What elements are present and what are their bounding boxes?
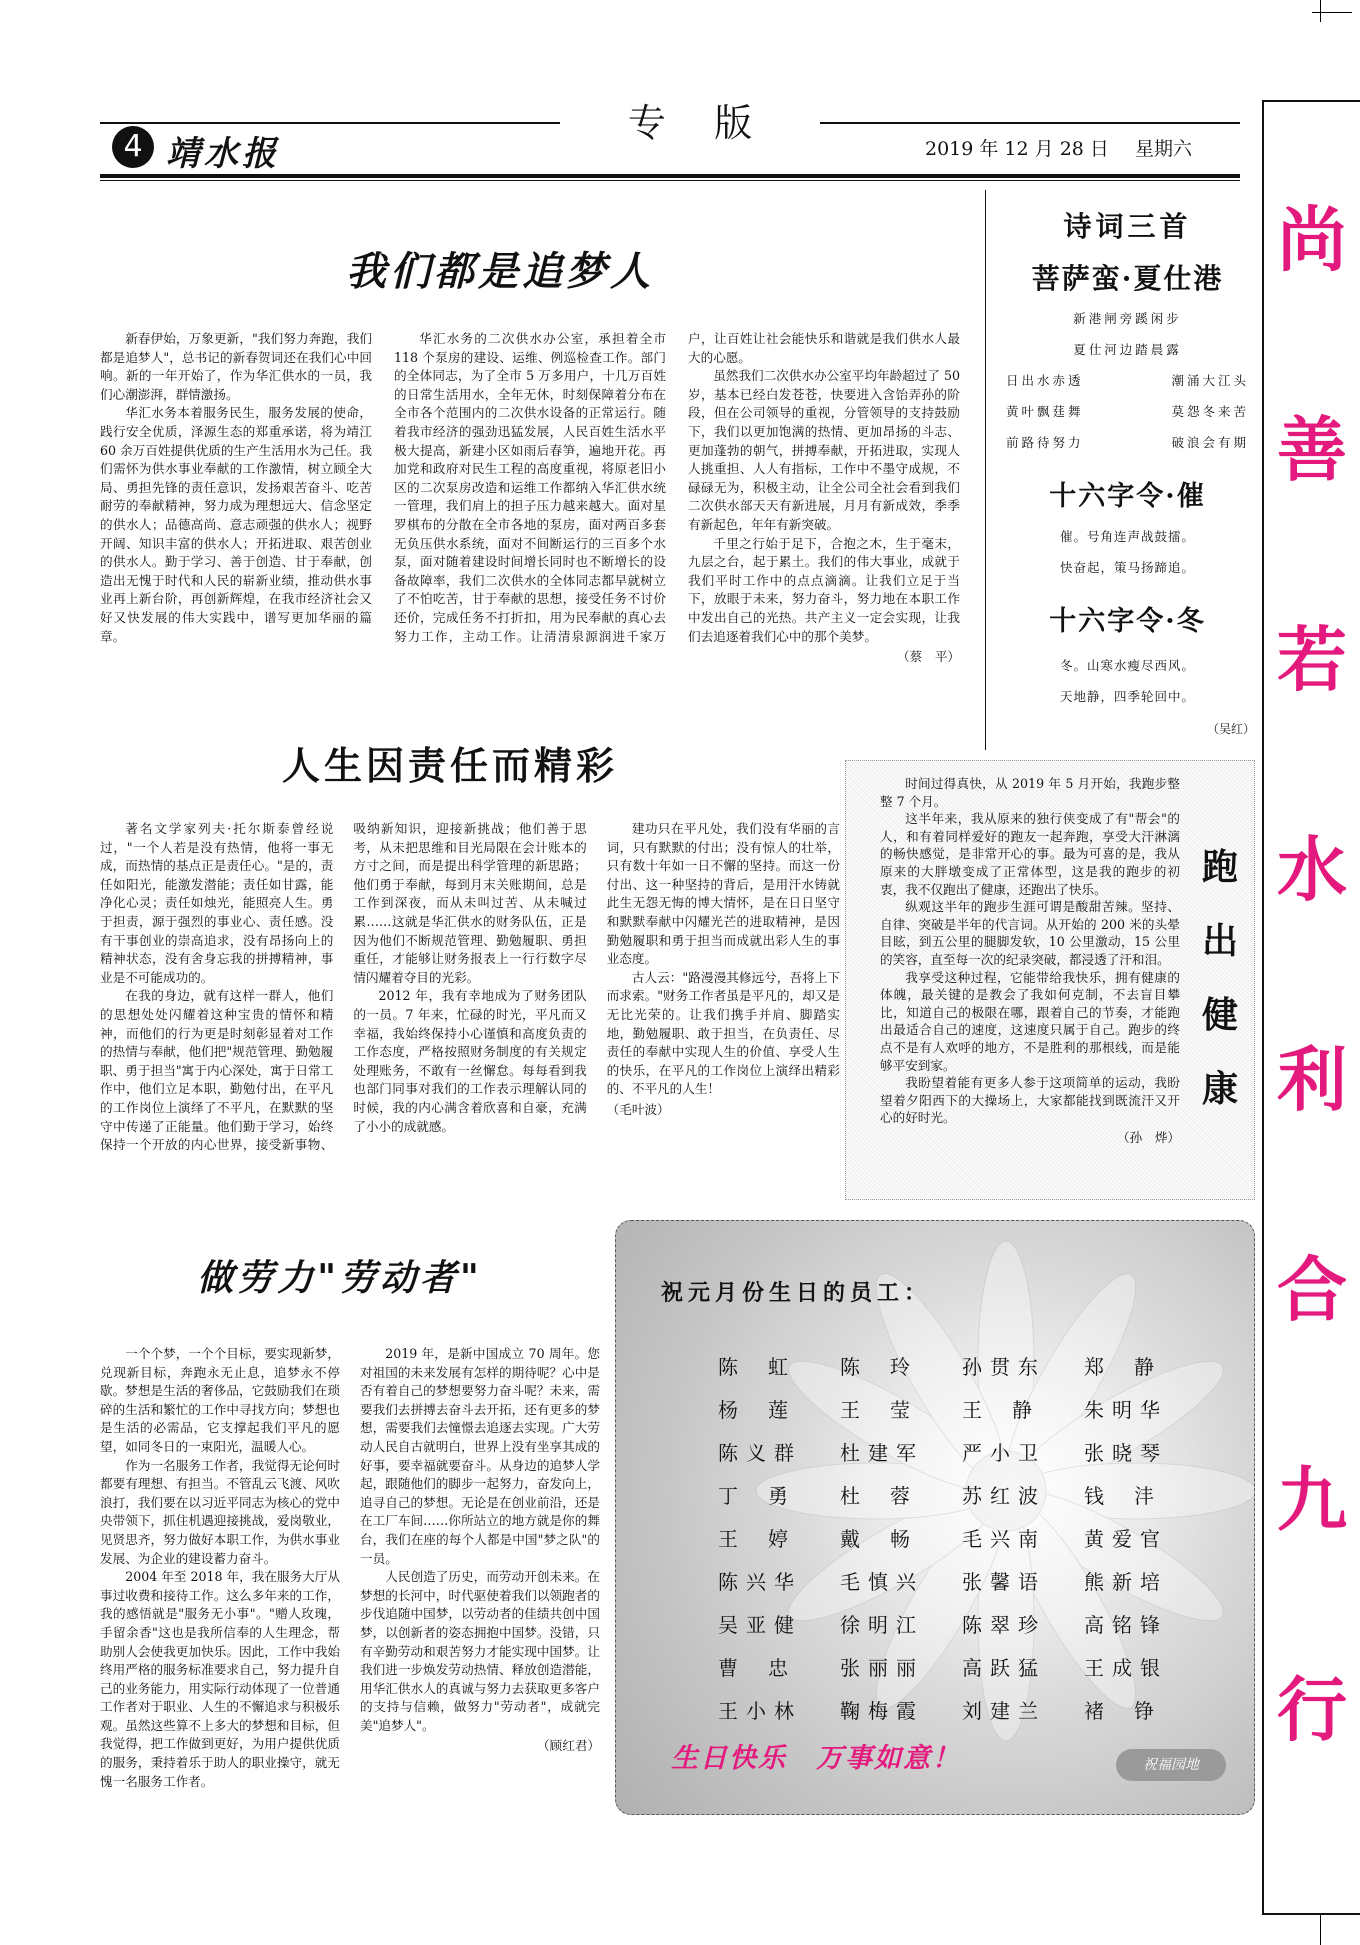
banner-char: 利 — [1277, 1039, 1347, 1121]
birthday-name: 鞠梅霞 — [840, 1699, 924, 1723]
birthday-name: 熊新培 — [1084, 1570, 1168, 1594]
birthday-name: 黄爱官 — [1084, 1527, 1168, 1551]
birthday-name: 陈虹 — [718, 1355, 818, 1379]
birthday-name: 毛兴南 — [962, 1527, 1046, 1551]
birthday-tag: 祝福园地 — [1116, 1749, 1226, 1781]
article4-paragraph: 2019 年，是新中国成立 70 周年。您对祖国的未来发展有怎样的期待呢？心中是否有着自己的梦想要努力奋斗呢？未来，需要我们去拼搏去奋斗去开拓，还有更多的梦想，需要我们去憧憬去追逐去实现。广大劳动人民自古就明白，世界上没有坐享其成的好事，要幸福就要奋斗。从身边的追梦人学起，跟随他们的脚步一起努力，奋发向上，追寻自己的梦想。无论是在创业前沿，还是在工厂车间……你所站立的地方就是你的舞台，我们在座的每个人都是中国"梦之队"的一员。 — [360, 1346, 600, 1566]
poem-line: 新港闸旁蹊闲步 — [1073, 311, 1182, 326]
article4-paragraph: 作为一名服务工作者，我觉得无论何时都要有理想、有担当。不管乱云飞渡、风吹浪打，我们要在以习近平同志为核心的党中央带领下，抓住机遇迎接挑战，爱岗敬业，见贤思齐，努力做好本职工作，为供水事业发展、为企业的建设蓄力奋斗。 — [100, 1457, 340, 1566]
article1-title: 我们都是追梦人 — [346, 248, 654, 295]
article2-paragraph: 古人云："路漫漫其修远兮，吾将上下而求索。"财务工作者虽是平凡的，却又是无比光荣的。让我们携手并肩、脚踏实地，勤勉履职、敢于担当，在负责任、尽责任的奉献中实现人生的价值、享受人生的快乐，在平凡的工作岗位上演绎出精彩的、不平凡的人生！ — [606, 969, 840, 1097]
poems-author: （吴红） — [1206, 722, 1255, 736]
article3-paragraph: 我盼望着能有更多人参于这项简单的运动，我盼望着夕阳西下的大操场上，大家都能找到既流汗又开心的好时光。 — [880, 1075, 1180, 1126]
poem-line: 日出水赤透 — [1006, 373, 1084, 388]
article1-author: （蔡 平） — [897, 649, 960, 665]
poem-line: 夏仕河边踏晨露 — [1073, 342, 1182, 357]
birthday-name: 王静 — [962, 1398, 1062, 1422]
header-rule — [820, 122, 1240, 124]
birthday-name: 吴亚健 — [718, 1613, 802, 1637]
poem-line: 催。号角连声战鼓擂。 — [1059, 529, 1195, 544]
article3-paragraph: 纵观这半年的跑步生涯可谓是酸甜苦辣。坚持、自律、突破是半年的代言词。从开始的 200 米的头晕目眩，到五公里的腿脚发软，10 公里激动，15 公里的笑容，直至每一次的纪录突破，都浸透了汗和泪。 — [880, 899, 1180, 967]
article2-title: 人生因责任而精彩 — [281, 743, 618, 788]
banner-char: 善 — [1277, 409, 1347, 491]
article2-paragraph: 建功只在平凡处，我们没有华丽的言词，只有默默的付出；没有惊人的壮举，只有数十年如一日不懈的坚持。而这一份付出、这一种坚持的背后，是用汗水铸就此生无怨无悔的博大情怀，是在日日坚守和默默奉献中闪耀光芒的进取精神，是因勤勉履职和勇于担当而成就出彩人生的事业态度。 — [606, 821, 840, 967]
page-number-badge: 4 — [112, 126, 154, 168]
article3-paragraph: 时间过得真快，从 2019 年 5 月开始，我跑步整整 7 个月。 — [880, 776, 1180, 809]
article1-paragraph: 华汇水务本着服务民生，服务发展的使命，践行安全优质，泽源生态的郑重承诺，将为靖江 60 余万百姓提供优质的生产生活用水为己任。我们需怀为供水事业奉献的工作激情，树立顾全大局、勇担先锋的责任意识，发扬艰苦奋斗、吃苦耐劳的奉献精神，努力成为理想远大、信念坚定的供水人；品德高尚、意志顽强的供水人；视野开阔、知识丰富的供水人；开拓进取、艰苦创业的供水人。勤于学习、善于创造、甘于奉献，创造出无愧于时代和人民的崭新业绩，推动供水事业再上新台阶，再创新辉煌，在我市经济社会又好又快发展的伟大实践中，谱写更加华丽的篇章。 — [100, 405, 372, 644]
banner-char: 若 — [1277, 619, 1347, 701]
article2-paragraph: 2012 年，我有幸地成为了财务团队的一员。7 年来，忙碌的时光，平凡而又幸福，我始终保持小心谨慎和高度负责的工作态度，严格按照财务制度的有关规定处理账务，不敢有一丝懈怠。每每看到我也部门同事对我们的工作表示理解认同的时候，我的内心满含着欣喜和自豪，充满了小小的成就感。 — [353, 988, 587, 1134]
poem2-title: 十六字令·催 — [1049, 481, 1206, 512]
birthday-name: 陈义群 — [718, 1441, 802, 1465]
article1-paragraph: 新春伊始，万象更新，"我们努力奔跑，我们都是追梦人"，总书记的新春贺词还在我们心中回响。新的一年开始了，作为华汇供水的一员，我们心潮澎湃，群情激扬。 — [100, 331, 372, 402]
poem-line: 破浪会有期 — [1171, 435, 1249, 450]
birthday-name: 张馨语 — [962, 1570, 1046, 1594]
poems-block — [1000, 205, 1255, 737]
crop-mark — [1312, 12, 1352, 13]
article4-paragraph: 人民创造了历史，而劳动开创未来。在梦想的长河中，时代驱使着我们以领跑者的步伐追随中国梦，以劳动者的佳绩共创中国梦，以创新者的姿态拥抱中国梦。没错，只有辛勤劳动和艰苦努力才能实现中国梦。让我们进一步焕发劳动热情、释放创造潜能，用华汇供水人的真诚与努力去获取更多客户的支持与信赖，做努力"劳动者"，成就完美"追梦人"。 — [360, 1569, 600, 1733]
birthday-name: 杨莲 — [718, 1398, 818, 1422]
header-date — [925, 134, 1192, 161]
date-text: 2019 年 12 月 28 日 — [925, 138, 1109, 160]
birthday-name: 王莹 — [840, 1398, 940, 1422]
birthday-name: 陈玲 — [840, 1355, 940, 1379]
birthday-name: 刘建兰 — [962, 1699, 1046, 1723]
article3-author: （孙 烨） — [1117, 1129, 1180, 1145]
birthday-name: 陈翠珍 — [962, 1613, 1046, 1637]
birthday-name: 高铭锋 — [1084, 1613, 1168, 1637]
poem-line: 快奋起，策马扬蹄追。 — [1059, 560, 1195, 575]
section-title: 专 版 — [627, 101, 753, 145]
article2-paragraph: 在我的身边，就有这样一群人，他们的思想处处闪耀着这种宝贵的情怀和精神，而他们的行为更是时刻彰显着对工作的热情与奉献，他们把"规范管理、勤勉履职、勇于担当"寓于内心深处，寓于日常工作中，他们立足本职，勤勉付出，在平凡的工作岗位上演绎了不平凡，在默默的坚守中传递了正能量。他们勤于学习，始终保持一个开放的内心世界，接受新事物、吸纳新知识，迎接新挑战；他们善于思考，从未把思维和目光局限在会计账本的方寸之间，而是提出科学管理的新思路；他们勇于奉献，每到月末关账期间，总是工作到深夜，而从未叫过苦、从未喊过累……这就是华汇供水的财务队伍，正是因为他们不断规范管理、勤勉履职、勇担重任，才能够让财务报表上一行行数字尽情闪耀着夺目的光彩。 — [100, 821, 587, 1153]
poem-line: 潮涌大江头 — [1171, 373, 1249, 388]
article2-author: （毛叶波） — [606, 1101, 670, 1117]
article3-paragraph: 这半年来，我从原来的独行侠变成了有"帮会"的人，和有着同样爱好的跑友一起奔跑，享受大汗淋漓的畅快感觉，是非常开心的事。最为可喜的是，我从原来的大胖墩变成了正常体型，这是我的跑步的初衷，我不仅跑出了健康，还跑出了快乐。 — [880, 811, 1180, 897]
birthday-name: 王婷 — [718, 1527, 818, 1551]
article1-paragraph: 千里之行始于足下，合抱之木，生于毫末，九层之台，起于累土。我们的伟大事业，成就于我们平时工作中的点点滴滴。让我们立足于当下，放眼于未来，努力奋斗，努力地在本职工作中发出自己的光热。共产主义一定会实现，让我们去追逐着我们心中的那个美梦。 — [688, 535, 960, 644]
article1-body — [100, 330, 960, 680]
birthday-name: 张丽丽 — [840, 1656, 924, 1680]
banner-char: 行 — [1277, 1669, 1347, 1751]
poem-line: 莫怨冬来苦 — [1171, 404, 1249, 419]
birthday-name: 陈兴华 — [718, 1570, 802, 1594]
header-rule-thick — [100, 174, 1240, 178]
birthday-name: 朱明华 — [1084, 1398, 1168, 1422]
crop-mark — [1320, 1915, 1321, 1945]
article3-paragraph: 我享受这种过程，它能带给我快乐，拥有健康的体魄，最关键的是教会了我如何克制，不去盲目攀比，知道自己的极限在哪，跟着自己的节奏，才能跑出最适合自己的速度，这速度只属于自己。跑步的终点不是有人欢呼的地方，不是胜利的那根线，而是能够平安到家。 — [880, 969, 1180, 1073]
poems-header: 诗词三首 — [1063, 210, 1192, 243]
article1-paragraph: 虽然我们二次供水办公室平均年龄超过了 50 岁，基本已经白发苍苍，快要进入含饴弄孙的阶段，但在公司领导的重视，分管领导的支持鼓励下，我们以更加饱满的热情、更加昂扬的斗志、更加蓬勃的朝气，拼搏奉献，开拓进取，实现人人挑重担、人人有指标，工作中不墨守成规，不碌碌无为，积极主动，让全公司全社会看到我们二次供水部天天有新进展，月月有新成效，季季有新起色，年年有新突破。 — [688, 368, 960, 532]
birthday-name: 苏红波 — [962, 1484, 1046, 1508]
birthday-name: 王小林 — [718, 1699, 802, 1723]
birthday-box — [615, 1220, 1255, 1815]
birthday-name: 丁勇 — [718, 1484, 818, 1508]
article4-paragraph: 2004 年至 2018 年，我在服务大厅从事过收费和接待工作。这么多年来的工作，我的感悟就是"服务无小事"。"赠人玫瑰，手留余香"这也是我所信奉的人生理念，帮助别人会使我更加快乐。因此，工作中我始终用严格的服务标准要求自己，努力提升自己的业务能力，用实际行动体现了一位普通工作者对于职业、人生的不懈追求与积极乐观。虽然这些算不上多大的梦想和目标，但我觉得，把工作做到更好，为用户提供优质的服务，秉持着乐于助人的职业操守，就无愧一名服务工作者。 — [100, 1569, 340, 1789]
weekday-text: 星期六 — [1135, 138, 1193, 160]
birthday-name: 孙贯东 — [962, 1355, 1046, 1379]
article2-paragraph: 著名文学家列夫·托尔斯泰曾经说过，"一个人若是没有热情，他将一事无成，而热情的基点正是责任心。"是的，责任如阳光，能激发潜能；责任如甘露，能净化心灵；责任如烛光，能照亮人生。勇于担责，源于强烈的事业心、责任感。没有干事创业的崇高追求，没有昂扬向上的精神状态，没有舍身忘我的拼搏精神，事业是不可能成功的。 — [100, 821, 334, 985]
birthday-name: 杜建军 — [840, 1441, 924, 1465]
header-rule-thin — [100, 180, 1240, 181]
article1-paragraph: 华汇水务的二次供水办公室，承担着全市 118 个泵房的建设、运维、例巡检查工作。部门的全体同志，为了全市 5 万多用户，十几万百姓的日常生活用水，全年无休，时刻保障着分布在全市各个范围内的二次供水设备的正常运行。随着我市经济的强劲迅猛发展，人民百姓生活水平极大提高，新建小区如雨后春笋，遍地开花。再加党和政府对民生工程的高度重视，将原老旧小区的二次泵房改造和运维工作都纳入华汇供水统一管理，我们肩上的担子压力越来越大。面对星罗棋布的分散在全市各地的泵房，面对两百多套无负压供水系统，面对不间断运行的三百多个水泵，面对随着建设时间增长同时也不断增长的设备故障率，我们二次供水的全体同志都早就树立了不怕吃苦，甘于奉献的思想，接受任务不讨价还价，完成任务不打折扣，用为民奉献的真心去努力工作，主动工作。让清清泉源润进千家万户，让百姓让社会能快乐和谐就是我们供水人最大的心愿。 — [394, 331, 960, 644]
article4-body — [100, 1345, 600, 1855]
birthday-name: 曹忠 — [718, 1656, 818, 1680]
birthday-name: 戴畅 — [840, 1527, 940, 1551]
birthday-names — [718, 1351, 1206, 1724]
banner-char: 尚 — [1277, 199, 1347, 281]
poem-line: 天地静，四季轮回中。 — [1059, 689, 1195, 704]
banner-char: 水 — [1277, 829, 1347, 911]
birthday-name: 褚铮 — [1084, 1699, 1184, 1723]
article4-author: （顾红君） — [537, 1738, 600, 1754]
poem-line: 黄叶飘莛舞 — [1006, 404, 1084, 419]
poem-line: 前路待努力 — [1006, 435, 1084, 450]
birthday-name: 高跃猛 — [962, 1656, 1046, 1680]
birthday-name: 张晓琴 — [1084, 1441, 1168, 1465]
article4-title: 做劳力"劳动者" — [197, 1257, 483, 1299]
article3-title: 跑出健康 — [1201, 846, 1238, 1110]
birthday-name: 王成银 — [1084, 1656, 1168, 1680]
birthday-name: 郑静 — [1084, 1355, 1184, 1379]
birthday-slogan: 生日快乐 万事如意！ — [671, 1743, 961, 1774]
banner-char: 九 — [1277, 1459, 1347, 1541]
poem1-title: 菩萨蛮·夏仕港 — [1031, 262, 1224, 295]
poem3-title: 十六字令·冬 — [1049, 606, 1206, 637]
birthday-name: 毛慎兴 — [840, 1570, 924, 1594]
crop-mark — [1320, 0, 1321, 22]
side-banner-chars — [1268, 199, 1356, 1875]
paper-name: 靖水报 — [166, 134, 280, 174]
birthday-name: 钱沣 — [1084, 1484, 1184, 1508]
banner-char: 合 — [1277, 1249, 1347, 1331]
birthday-name: 杜蓉 — [840, 1484, 940, 1508]
birthday-name: 徐明江 — [840, 1613, 924, 1637]
article4-paragraph: 一个个梦，一个个目标，要实现新梦，兑现新目标，奔跑永无止息，追梦永不停歇。梦想是生活的奢侈品，它鼓励我们在琐碎的生活和繁忙的工作中寻找方向；梦想也是生活的必需品，它支撑起我们平凡的愿望，如同冬日的一束阳光，温暖人心。 — [100, 1346, 340, 1454]
poem-line: 冬。山寒水瘦尽西风。 — [1059, 658, 1195, 673]
birthday-title: 祝元月份生日的员工： — [661, 1280, 932, 1306]
column-divider — [985, 190, 986, 750]
birthday-name: 严小卫 — [962, 1441, 1046, 1465]
article2-body — [100, 820, 840, 1180]
article3-body — [880, 775, 1180, 1146]
header-rule — [100, 122, 560, 124]
